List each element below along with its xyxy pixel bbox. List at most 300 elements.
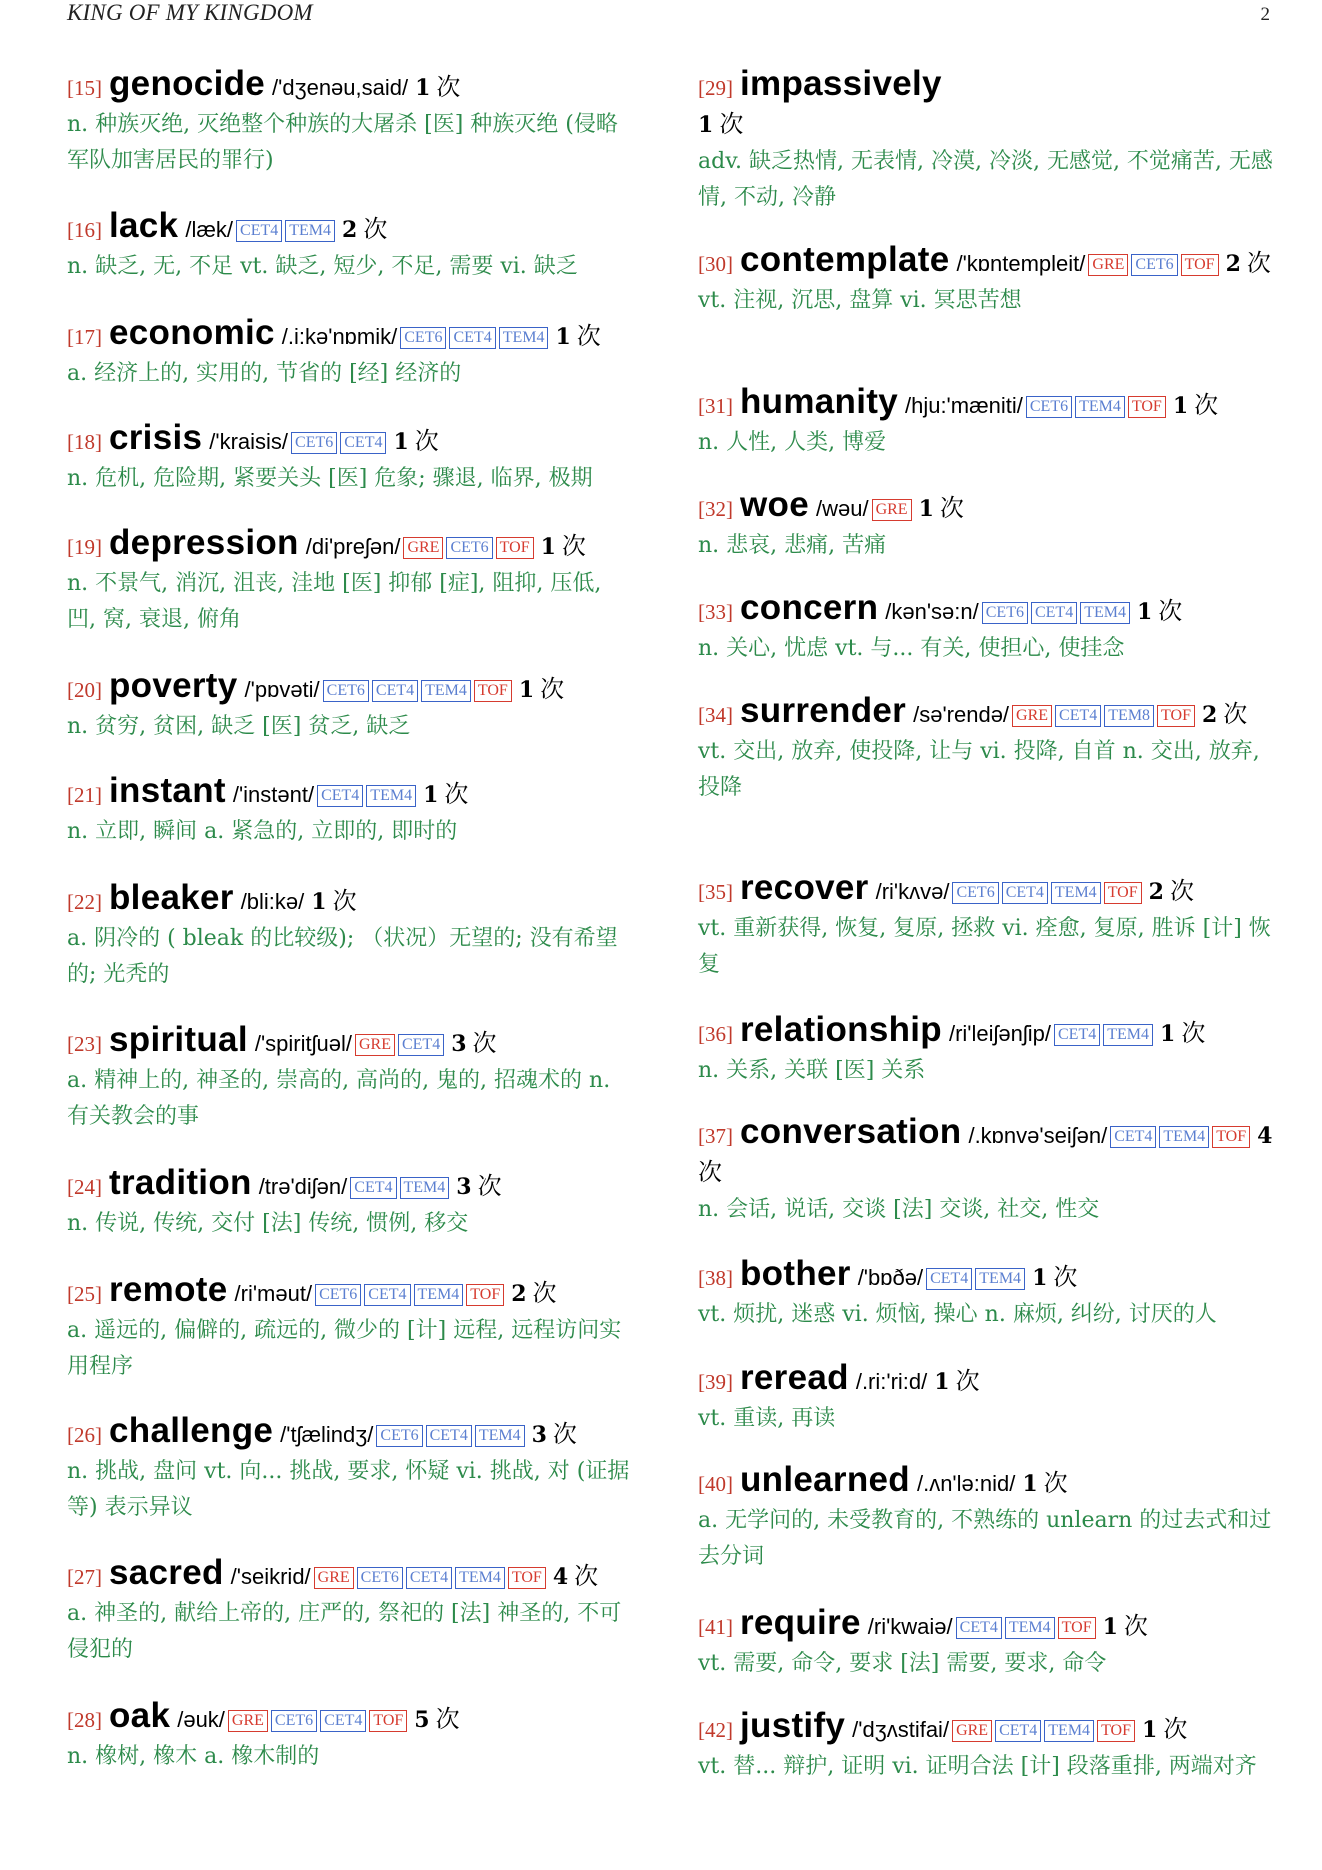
count-unit: 次 bbox=[1163, 1717, 1188, 1743]
exam-tag: CET4 bbox=[1110, 1126, 1156, 1148]
vocab-entry bbox=[698, 487, 1273, 564]
count-value: 1 bbox=[1160, 1021, 1176, 1047]
definition: n. 会话, 说话, 交谈 [法] 交谈, 社交, 性交 bbox=[698, 1197, 1100, 1222]
entry-number: [20] bbox=[67, 678, 102, 702]
occurrence-count bbox=[934, 1369, 979, 1395]
definition: a. 遥远的, 偏僻的, 疏远的, 微少的 [计] 远程, 远程访问实用程序 bbox=[67, 1318, 622, 1379]
entry-headline bbox=[698, 590, 1273, 631]
phonetic: /sə'rendə/ bbox=[913, 702, 1010, 727]
count-unit: 次 bbox=[561, 534, 586, 560]
definition: vt. 烦扰, 迷惑 vi. 烦恼, 操心 n. 麻烦, 纠纷, 讨厌的人 bbox=[698, 1302, 1217, 1327]
phonetic: /di'preʃən/ bbox=[305, 534, 401, 559]
exam-tag: TOF bbox=[508, 1567, 546, 1589]
phonetic: /'tʃælindʒ/ bbox=[280, 1422, 374, 1447]
entry-number: [16] bbox=[67, 218, 102, 242]
count-unit: 次 bbox=[576, 324, 601, 350]
headword: surrender bbox=[740, 691, 907, 730]
phonetic: /ri'kwaiə/ bbox=[867, 1614, 953, 1639]
vocab-entry bbox=[67, 1698, 637, 1775]
count-value: 1 bbox=[311, 889, 327, 915]
count-unit: 次 bbox=[1181, 1021, 1206, 1047]
vocab-entry bbox=[698, 1708, 1273, 1785]
exam-tag: CET6 bbox=[1026, 396, 1072, 418]
entry-headline bbox=[67, 668, 637, 709]
exam-tag: CET6 bbox=[952, 882, 998, 904]
phonetic: /'dʒenəu,said/ bbox=[272, 75, 409, 100]
exam-tag: TOF bbox=[1104, 882, 1142, 904]
count-value: 1 bbox=[1102, 1614, 1118, 1640]
entry-headline bbox=[698, 1605, 1273, 1646]
exam-tag: TEM4 bbox=[499, 327, 549, 349]
exam-tag: TOF bbox=[369, 1710, 407, 1732]
headword: bother bbox=[740, 1254, 851, 1293]
headword: concern bbox=[740, 588, 879, 627]
exam-tag: CET6 bbox=[376, 1425, 422, 1447]
exam-tag: TOF bbox=[1157, 705, 1195, 727]
exam-tag: GRE bbox=[355, 1034, 395, 1056]
count-unit: 次 bbox=[552, 1422, 577, 1448]
definition: n. 关系, 关联 [医] 关系 bbox=[698, 1058, 926, 1083]
exam-tag: CET4 bbox=[995, 1720, 1041, 1742]
entry-number: [23] bbox=[67, 1032, 102, 1056]
entry-headline bbox=[698, 1360, 1273, 1401]
phonetic: /'seikrid/ bbox=[230, 1564, 311, 1589]
phonetic: /'pɒvəti/ bbox=[244, 677, 320, 702]
count-unit: 次 bbox=[477, 1174, 502, 1200]
phonetic: /wəu/ bbox=[815, 496, 869, 521]
exam-tag: TOF bbox=[466, 1284, 504, 1306]
entry-headline bbox=[698, 384, 1273, 425]
vocab-entry bbox=[67, 525, 637, 638]
count-value: 1 bbox=[393, 429, 409, 455]
exam-tag: CET4 bbox=[956, 1617, 1002, 1639]
exam-tag: TEM4 bbox=[475, 1425, 525, 1447]
definition: n. 危机, 危险期, 紧要关头 [医] 危象; 骤退, 临界, 极期 bbox=[67, 466, 593, 491]
occurrence-count bbox=[1032, 1265, 1077, 1291]
entry-number: [25] bbox=[67, 1282, 102, 1306]
exam-tag: TEM4 bbox=[975, 1268, 1025, 1290]
entry-number: [33] bbox=[698, 600, 733, 624]
headword: bleaker bbox=[109, 878, 234, 917]
entry-headline bbox=[67, 1555, 637, 1596]
exam-tag: TOF bbox=[1128, 396, 1166, 418]
exam-tag: CET6 bbox=[982, 602, 1028, 624]
entry-headline bbox=[67, 525, 637, 566]
vocab-entry bbox=[67, 773, 637, 850]
exam-tag: GRE bbox=[872, 499, 912, 521]
exam-tag: GRE bbox=[228, 1710, 268, 1732]
exam-tag: TEM4 bbox=[1103, 1024, 1153, 1046]
definition: n. 贫穷, 贫困, 缺乏 [医] 贫乏, 缺乏 bbox=[67, 714, 411, 739]
count-value: 1 bbox=[1172, 393, 1189, 419]
phonetic: /'bɒðə/ bbox=[857, 1265, 924, 1290]
entry-headline bbox=[698, 487, 1273, 528]
entry-number: [22] bbox=[67, 890, 102, 914]
occurrence-count bbox=[919, 496, 964, 522]
exam-tag: CET6 bbox=[315, 1284, 361, 1306]
exam-tag: CET6 bbox=[357, 1567, 403, 1589]
count-unit: 次 bbox=[414, 429, 439, 455]
entry-headline bbox=[67, 1022, 637, 1063]
vocab-entry bbox=[67, 880, 637, 993]
count-value: 3 bbox=[451, 1031, 467, 1057]
headword: woe bbox=[740, 485, 809, 524]
exam-tag: TOF bbox=[1181, 254, 1219, 276]
vocab-entry bbox=[67, 1555, 637, 1668]
entry-number: [34] bbox=[698, 703, 733, 727]
entry-number: [31] bbox=[698, 394, 733, 418]
occurrence-count bbox=[555, 324, 600, 350]
entry-headline bbox=[67, 315, 637, 356]
count-value: 1 bbox=[540, 534, 556, 560]
entry-number: [28] bbox=[67, 1708, 102, 1732]
count-unit: 次 bbox=[1169, 879, 1194, 905]
count-unit: 次 bbox=[1158, 599, 1183, 625]
entry-number: [30] bbox=[698, 252, 733, 276]
count-unit: 次 bbox=[435, 1707, 460, 1733]
phonetic: /.kɒnvə'seiʃən/ bbox=[968, 1123, 1108, 1148]
exam-tag: TEM4 bbox=[366, 785, 416, 807]
count-value: 1 bbox=[1022, 1471, 1038, 1497]
occurrence-count bbox=[1149, 879, 1194, 905]
occurrence-count bbox=[511, 1281, 556, 1307]
occurrence-count bbox=[1173, 393, 1218, 419]
entry-headline bbox=[698, 1462, 1273, 1503]
exam-tag: TEM4 bbox=[455, 1567, 505, 1589]
headword: lack bbox=[109, 206, 179, 245]
definition: n. 种族灭绝, 灭绝整个种族的大屠杀 [医] 种族灭绝 (侵略军队加害居民的罪行) bbox=[67, 112, 618, 173]
exam-tag: TEM4 bbox=[1075, 396, 1125, 418]
headword: conversation bbox=[740, 1112, 962, 1151]
phonetic: /hju:'mæniti/ bbox=[904, 393, 1023, 418]
document-title: KING OF MY KINGDOM bbox=[67, 0, 313, 25]
phonetic: /ri'məut/ bbox=[234, 1281, 313, 1306]
occurrence-count bbox=[519, 677, 564, 703]
headword: justify bbox=[740, 1706, 846, 1745]
entry-number: [42] bbox=[698, 1718, 733, 1742]
entry-number: [40] bbox=[698, 1472, 733, 1496]
entry-headline bbox=[698, 1114, 1273, 1192]
headword: tradition bbox=[109, 1163, 252, 1202]
count-unit: 次 bbox=[955, 1369, 980, 1395]
count-value: 1 bbox=[698, 112, 714, 138]
count-unit: 次 bbox=[1053, 1265, 1078, 1291]
entry-number: [21] bbox=[67, 783, 102, 807]
entry-headline bbox=[67, 208, 637, 249]
exam-tag: CET4 bbox=[340, 432, 386, 454]
count-unit: 次 bbox=[698, 1160, 722, 1186]
exam-tag: CET4 bbox=[926, 1268, 972, 1290]
entry-number: [27] bbox=[67, 1565, 102, 1589]
exam-tag: CET4 bbox=[449, 327, 495, 349]
headword: relationship bbox=[740, 1010, 942, 1049]
occurrence-count bbox=[1160, 1021, 1205, 1047]
entry-headline bbox=[67, 1165, 637, 1206]
vocab-entry bbox=[698, 384, 1273, 461]
count-unit: 次 bbox=[436, 75, 461, 101]
exam-tag: CET4 bbox=[406, 1567, 452, 1589]
count-value: 4 bbox=[1257, 1123, 1273, 1149]
entry-number: [26] bbox=[67, 1423, 102, 1447]
entry-number: [18] bbox=[67, 430, 102, 454]
exam-tag: TOF bbox=[474, 680, 512, 702]
headword: poverty bbox=[109, 666, 238, 705]
count-value: 2 bbox=[511, 1281, 527, 1307]
exam-tag: CET6 bbox=[291, 432, 337, 454]
vocab-entry bbox=[67, 668, 637, 745]
vocab-entry bbox=[698, 1360, 1273, 1437]
count-unit: 次 bbox=[363, 217, 388, 243]
count-value: 3 bbox=[456, 1174, 472, 1200]
occurrence-count bbox=[553, 1564, 598, 1590]
definition: n. 橡树, 橡木 a. 橡木制的 bbox=[67, 1744, 320, 1769]
exam-tag: CET4 bbox=[364, 1284, 410, 1306]
entry-number: [32] bbox=[698, 497, 733, 521]
vocab-entry bbox=[67, 420, 637, 497]
vocab-entry bbox=[698, 1114, 1273, 1228]
phonetic: /.i:kə'nɒmik/ bbox=[281, 324, 398, 349]
definition: n. 人性, 人类, 博爱 bbox=[698, 430, 887, 455]
count-value: 1 bbox=[1136, 599, 1153, 625]
occurrence-count bbox=[1103, 1614, 1148, 1640]
count-value: 1 bbox=[518, 677, 535, 703]
count-value: 1 bbox=[1032, 1265, 1048, 1291]
headword: economic bbox=[109, 313, 275, 352]
definition: n. 不景气, 消沉, 沮丧, 洼地 [医] 抑郁 [症], 阻抑, 压低, 凹, 窝, 衰退, 俯角 bbox=[67, 571, 602, 632]
headword: recover bbox=[740, 868, 869, 907]
vocab-entry bbox=[698, 590, 1273, 667]
entry-number: [24] bbox=[67, 1175, 102, 1199]
entry-headline bbox=[698, 1012, 1273, 1053]
headword: unlearned bbox=[740, 1460, 910, 1499]
entry-headline bbox=[67, 1698, 637, 1739]
phonetic: /əuk/ bbox=[177, 1707, 225, 1732]
occurrence-count bbox=[393, 429, 438, 455]
count-unit: 次 bbox=[574, 1564, 599, 1590]
count-unit: 次 bbox=[1223, 702, 1248, 728]
exam-tag: GRE bbox=[1012, 705, 1052, 727]
entry-number: [19] bbox=[67, 535, 102, 559]
occurrence-count bbox=[414, 1707, 459, 1733]
count-unit: 次 bbox=[472, 1031, 497, 1057]
definition: n. 传说, 传统, 交付 [法] 传统, 惯例, 移交 bbox=[67, 1211, 469, 1236]
phonetic: /.ri:'ri:d/ bbox=[855, 1369, 928, 1394]
vocab-entry bbox=[67, 208, 637, 285]
entry-number: [17] bbox=[67, 325, 102, 349]
exam-tag: TEM4 bbox=[421, 680, 471, 702]
phonetic: /ri'leiʃənʃip/ bbox=[948, 1021, 1051, 1046]
count-unit: 次 bbox=[1194, 393, 1219, 419]
entry-headline bbox=[67, 773, 637, 814]
count-value: 1 bbox=[934, 1369, 950, 1395]
definition: a. 神圣的, 献给上帝的, 庄严的, 祭祀的 [法] 神圣的, 不可侵犯的 bbox=[67, 1601, 622, 1662]
count-unit: 次 bbox=[719, 112, 744, 138]
headword: crisis bbox=[109, 418, 203, 457]
count-unit: 次 bbox=[1043, 1471, 1068, 1497]
exam-tag: TEM4 bbox=[1044, 1720, 1094, 1742]
count-unit: 次 bbox=[939, 496, 964, 522]
count-value: 1 bbox=[555, 324, 571, 350]
exam-tag: CET4 bbox=[320, 1710, 366, 1732]
exam-tag: TEM4 bbox=[285, 220, 335, 242]
occurrence-count bbox=[541, 534, 586, 560]
headword: reread bbox=[740, 1358, 849, 1397]
exam-tag: TEM8 bbox=[1104, 705, 1154, 727]
count-unit: 次 bbox=[1123, 1614, 1148, 1640]
entry-number: [37] bbox=[698, 1124, 733, 1148]
occurrence-count bbox=[311, 889, 356, 915]
phonetic: /'dʒʌstifai/ bbox=[852, 1717, 950, 1742]
phonetic: /'kɒntempleit/ bbox=[956, 251, 1086, 276]
occurrence-count bbox=[1142, 1717, 1187, 1743]
entry-number: [15] bbox=[67, 76, 102, 100]
headword: require bbox=[740, 1603, 861, 1642]
exam-tag: TOF bbox=[496, 537, 534, 559]
definition: n. 悲哀, 悲痛, 苦痛 bbox=[698, 533, 887, 558]
exam-tag: TEM4 bbox=[1005, 1617, 1055, 1639]
entry-headline bbox=[67, 1272, 637, 1313]
exam-tag: TEM4 bbox=[414, 1284, 464, 1306]
count-unit: 次 bbox=[1246, 251, 1271, 277]
occurrence-count bbox=[532, 1422, 577, 1448]
entry-number: [39] bbox=[698, 1370, 733, 1394]
occurrence-count bbox=[1137, 599, 1182, 625]
exam-tag: CET4 bbox=[236, 220, 282, 242]
vocab-entry bbox=[698, 1012, 1273, 1089]
occurrence-count bbox=[423, 782, 468, 808]
exam-tag: CET6 bbox=[400, 327, 446, 349]
occurrence-count bbox=[451, 1031, 496, 1057]
definition: vt. 交出, 放弃, 使投降, 让与 vi. 投降, 自首 n. 交出, 放弃, 投降 bbox=[698, 739, 1260, 800]
definition: vt. 需要, 命令, 要求 [法] 需要, 要求, 命令 bbox=[698, 1651, 1107, 1676]
entry-headline bbox=[67, 1413, 637, 1454]
headword: impassively bbox=[740, 64, 942, 103]
definition: vt. 替... 辩护, 证明 vi. 证明合法 [计] 段落重排, 两端对齐 bbox=[698, 1754, 1257, 1779]
definition: n. 缺乏, 无, 不足 vt. 缺乏, 短少, 不足, 需要 vi. 缺乏 bbox=[67, 254, 578, 279]
exam-tag: GRE bbox=[314, 1567, 354, 1589]
exam-tag: CET4 bbox=[317, 785, 363, 807]
headword: challenge bbox=[109, 1411, 274, 1450]
vocab-entry bbox=[698, 66, 1273, 216]
exam-tag: TOF bbox=[1058, 1617, 1096, 1639]
entry-headline bbox=[67, 420, 637, 461]
count-value: 2 bbox=[1148, 879, 1164, 905]
definition: a. 经济上的, 实用的, 节省的 [经] 经济的 bbox=[67, 361, 462, 386]
page-number: 2 bbox=[1260, 4, 1270, 25]
entry-number: [41] bbox=[698, 1615, 733, 1639]
exam-tag: TOF bbox=[1212, 1126, 1250, 1148]
definition: n. 挑战, 盘问 vt. 向... 挑战, 要求, 怀疑 vi. 挑战, 对 (证据等) 表示异议 bbox=[67, 1459, 630, 1520]
count-value: 3 bbox=[531, 1422, 547, 1448]
exam-tag: GRE bbox=[403, 537, 443, 559]
headword: remote bbox=[109, 1270, 228, 1309]
vocab-entry bbox=[698, 1605, 1273, 1682]
count-value: 2 bbox=[1225, 251, 1241, 277]
headword: humanity bbox=[740, 382, 898, 421]
exam-tag: CET4 bbox=[1031, 602, 1077, 624]
entry-headline bbox=[698, 1256, 1273, 1297]
vocab-entry bbox=[67, 1022, 637, 1135]
count-value: 1 bbox=[423, 782, 439, 808]
entry-headline bbox=[698, 66, 1273, 144]
exam-tag: TEM4 bbox=[1080, 602, 1130, 624]
vocab-entry bbox=[698, 693, 1273, 806]
vocab-entry bbox=[67, 66, 637, 179]
headword: instant bbox=[109, 771, 226, 810]
vocab-entry bbox=[67, 1272, 637, 1385]
definition: a. 精神上的, 神圣的, 崇高的, 高尚的, 鬼的, 招魂术的 n. 有关教会的事 bbox=[67, 1068, 611, 1129]
occurrence-count bbox=[1226, 251, 1271, 277]
count-value: 1 bbox=[1142, 1717, 1158, 1743]
vocab-entry bbox=[67, 1165, 637, 1242]
definition: a. 无学问的, 未受教育的, 不熟练的 unlearn 的过去式和过去分词 bbox=[698, 1508, 1272, 1569]
phonetic: /kən'sə:n/ bbox=[885, 599, 979, 624]
vocab-entry bbox=[698, 242, 1273, 319]
phonetic: /læk/ bbox=[185, 217, 234, 242]
definition: vt. 重新获得, 恢复, 复原, 拯救 vi. 痊愈, 复原, 胜诉 [计] 恢复 bbox=[698, 916, 1271, 977]
phonetic: /.ʌn'lə:nid/ bbox=[916, 1471, 1016, 1496]
count-value: 2 bbox=[1201, 702, 1218, 728]
occurrence-count bbox=[698, 112, 743, 138]
exam-tag: GRE bbox=[1088, 254, 1128, 276]
exam-tag: CET4 bbox=[372, 680, 418, 702]
headword: sacred bbox=[109, 1553, 224, 1592]
entry-headline bbox=[698, 693, 1273, 734]
definition: adv. 缺乏热情, 无表情, 冷漠, 冷淡, 无感觉, 不觉痛苦, 无感情, 不动, 冷静 bbox=[698, 149, 1273, 210]
count-unit: 次 bbox=[444, 782, 469, 808]
occurrence-count bbox=[456, 1174, 501, 1200]
entry-headline bbox=[67, 66, 637, 107]
count-unit: 次 bbox=[532, 1281, 557, 1307]
headword: oak bbox=[109, 1696, 171, 1735]
phonetic: /'instənt/ bbox=[232, 782, 315, 807]
headword: depression bbox=[109, 523, 299, 562]
phonetic: /ri'kʌvə/ bbox=[875, 879, 950, 904]
vocab-entry bbox=[698, 1256, 1273, 1333]
exam-tag: CET6 bbox=[323, 680, 369, 702]
count-unit: 次 bbox=[332, 889, 357, 915]
exam-tag: CET6 bbox=[1131, 254, 1177, 276]
vocab-entry bbox=[698, 870, 1273, 983]
definition: vt. 重读, 再读 bbox=[698, 1406, 836, 1431]
exam-tag: TEM4 bbox=[1159, 1126, 1209, 1148]
occurrence-count bbox=[1202, 702, 1247, 728]
entry-headline bbox=[67, 880, 637, 921]
entry-headline bbox=[698, 242, 1273, 283]
count-value: 4 bbox=[552, 1564, 569, 1590]
count-value: 2 bbox=[342, 217, 358, 243]
phonetic: /bli:kə/ bbox=[240, 889, 305, 914]
entry-number: [38] bbox=[698, 1266, 733, 1290]
definition: vt. 注视, 沉思, 盘算 vi. 冥思苦想 bbox=[698, 288, 1022, 313]
headword: genocide bbox=[109, 64, 266, 103]
headword: contemplate bbox=[740, 240, 950, 279]
exam-tag: CET4 bbox=[1054, 1024, 1100, 1046]
occurrence-count bbox=[415, 75, 460, 101]
count-value: 5 bbox=[414, 1707, 430, 1733]
occurrence-count bbox=[342, 217, 387, 243]
headword: spiritual bbox=[109, 1020, 248, 1059]
exam-tag: TEM4 bbox=[1051, 882, 1101, 904]
vocab-entry bbox=[698, 1462, 1273, 1575]
definition: n. 关心, 忧虑 vt. 与... 有关, 使担心, 使挂念 bbox=[698, 636, 1125, 661]
definition: n. 立即, 瞬间 a. 紧急的, 立即的, 即时的 bbox=[67, 819, 458, 844]
exam-tag: CET4 bbox=[1055, 705, 1101, 727]
exam-tag: CET4 bbox=[350, 1177, 396, 1199]
exam-tag: TOF bbox=[1097, 1720, 1135, 1742]
entry-headline bbox=[698, 870, 1273, 911]
count-value: 1 bbox=[415, 75, 431, 101]
